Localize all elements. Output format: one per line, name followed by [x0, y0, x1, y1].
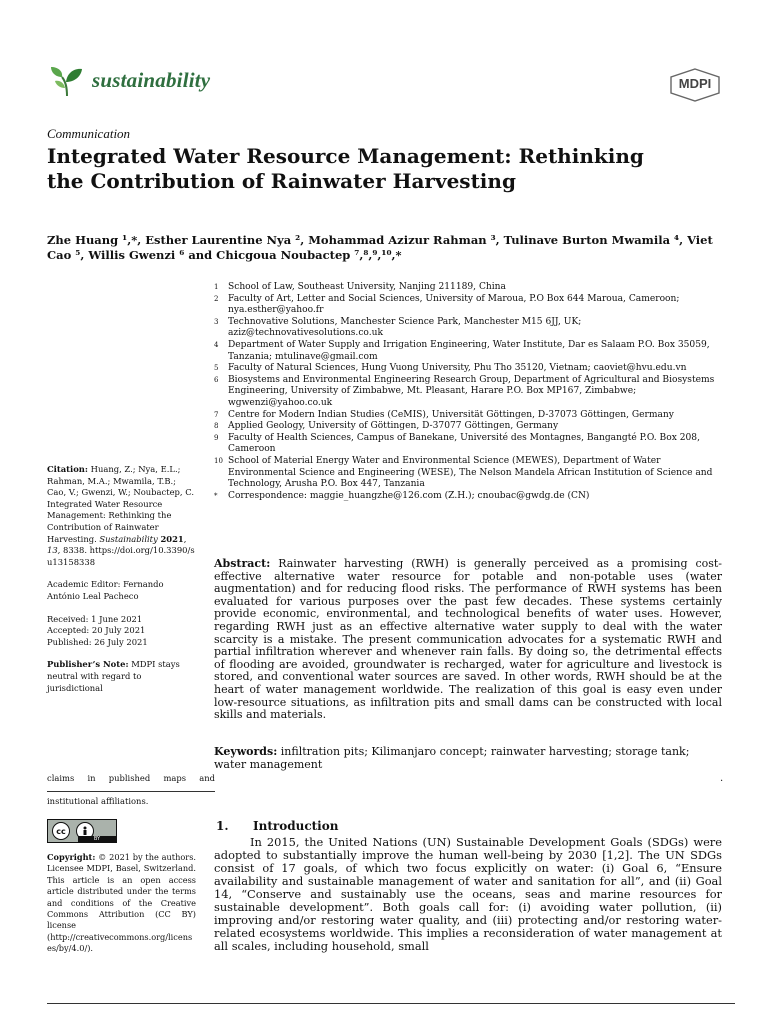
affiliation-text: Department of Water Supply and Irrigation Engineering, Water Institute, Dar es Salaam P.O. Box 35059, Tanzania; mtulinave@gmail.com [228, 339, 710, 362]
keywords [214, 745, 722, 771]
accepted-date: Accepted: 20 July 2021 [47, 625, 146, 636]
affiliation-number: 3 [214, 317, 219, 326]
cc-by-label: BY [78, 836, 116, 842]
citation-volume: 13, [47, 545, 61, 556]
creative-commons-icon: cc [52, 822, 70, 840]
affiliation-text: School of Law, Southeast University, Nanjing 211189, China [228, 282, 506, 292]
affiliation-item [214, 456, 724, 491]
affiliation-number: 9 [214, 433, 219, 442]
copyright-label: Copyright: [47, 852, 96, 862]
affiliation-item [214, 375, 724, 410]
citation-text: Huang, Z.; Nya, E.L.; Rahman, M.A.; Mwamila, T.B.; Cao, V.; Gwenzi, W.; Noubactep, C. Integrated Water Resource Management: Rethinking the Contribution of Rainwater Harvesting. [47, 464, 194, 544]
citation-journal: Sustainability [99, 533, 158, 544]
affiliation-number: 4 [214, 340, 219, 349]
affiliation-number: 5 [214, 364, 219, 373]
affiliation-item [214, 282, 724, 294]
section-number: 1. [216, 819, 229, 833]
affiliation-number: 8 [214, 422, 219, 431]
abstract-text: Rainwater harvesting (RWH) is generally perceived as a promising cost-effective alternative water resource for potable and non-potable uses (water augmentation) and for reducing flood risks. The performance of RWH systems has been evaluated for various purposes over the past few decades. These systems certainly provide economic, environmental, and technological benefits of water uses. However, regarding RWH just as an effective alternative water supply to deal with the water scarcity is a mistake. The present communication advocates for a systematic RWH and partial infiltration wherever and whenever rain falls. By doing so, the detrimental effects of flooding are avoided, groundwater is recharged, water for agriculture and livestock is stored, and conventional water sources are saved. In other words, RWH should be at the heart of water management worldwide. The realization of this goal is easy even under low-resource situations, as infiltration pits and small dams can be constructed with local skills and materials. [214, 557, 723, 722]
abstract [214, 558, 722, 722]
keywords-text: infiltration pits; Kilimanjaro concept; rainwater harvesting; storage tank; water management [214, 745, 690, 771]
copyright-notice [47, 852, 196, 955]
affiliation-item [214, 363, 724, 375]
affiliation-item [214, 410, 724, 422]
leaf-icon [47, 60, 87, 100]
article-sidebar [47, 464, 197, 705]
affiliation-item [214, 340, 724, 363]
affiliation-number: * [214, 491, 218, 500]
affiliation-text: Faculty of Natural Sciences, Hung Vuong University, Phu Tho 35120, Vietnam; caoviet@hvu.edu.vn [228, 363, 687, 374]
article-type: Communication [47, 126, 131, 141]
citation: Citation: Huang, Z.; Nya, E.L.; Rahman, M.A.; Mwamila, T.B.; Cao, V.; Gwenzi, W.; Noubactep, C. Integrated Water Resource Management: Rethinking the Contribution of Rainwater Harvesting. Sustainability 2021, 13, 8338. https://doi.org/10.3390/su13158338 [47, 464, 195, 567]
academic-editor: Academic Editor: Fernando António Leal Pacheco [47, 579, 164, 601]
affiliation-number: 7 [214, 410, 219, 419]
copyright-text: © 2021 by the authors. Licensee MDPI, Basel, Switzerland. This article is an open access article distributed under the terms and conditions of the Creative Commons Attribution (CC BY) license (http://creativecommons.org/licenses/by/4.0/). [47, 852, 196, 954]
affiliation-item [214, 491, 724, 503]
abstract-label: Abstract: [214, 557, 271, 570]
published-date: Published: 26 July 2021 [47, 636, 148, 647]
keywords-label: Keywords: [214, 745, 278, 758]
sidebar-divider [47, 791, 215, 792]
affiliation-text: Correspondence: maggie_huangzhe@126.com (Z.H.); cnoubac@gwdg.de (CN) [228, 490, 590, 501]
publisher-note-text: MDPI stays neutral with regard to jurisdictional [47, 659, 180, 693]
received-date: Received: 1 June 2021 [47, 613, 143, 624]
publisher-note-label: Publisher’s Note: [47, 659, 129, 670]
affiliation-number: 6 [214, 375, 219, 384]
affiliation-item [214, 317, 724, 340]
affiliation-number: 10 [214, 456, 223, 465]
publisher-note-institutional: institutional affiliations. [47, 796, 149, 806]
affiliation-text: School of Material Energy Water and Environmental Science (MEWES), Department of Water Environmental Science and Engineering (WESE), The Nelson Mandela African Institution of Science and Technology, Arusha P.O. Box 447, Tanzania [228, 455, 713, 490]
section-heading [216, 819, 338, 833]
affiliation-number: 1 [214, 283, 219, 291]
publisher-note [47, 659, 197, 694]
publisher-logo [667, 68, 723, 102]
affiliation-item [214, 433, 724, 456]
journal-logo [47, 60, 210, 100]
affiliation-text: Centre for Modern Indian Studies (CeMIS), Universität Göttingen, D-37073 Göttingen, Germany [228, 409, 674, 420]
affiliation-item [214, 421, 724, 433]
citation-label: Citation: [47, 464, 88, 474]
keywords-end-mark: . [720, 773, 724, 784]
affiliations-list [214, 282, 724, 502]
affiliation-text: Faculty of Health Sciences, Campus of Banekane, Université des Montagnes, Bangangté P.O. Box 208, Cameroon [228, 432, 700, 455]
introduction-paragraph: In 2015, the United Nations (UN) Sustainable Development Goals (SDGs) were adopted to substantially improve the human well-being by 2030 [1,2]. The UN SDGs consist of 17 goals, of which two focus explicitly on water: (i) Goal 6, “Ensure availability and sustainable management of water and sanitation for all”, and (ii) Goal 14, “Conserve and sustainably use the oceans, seas and marine resources for sustainable development”. Both goals call for: (i) avoiding water pollution, (ii) improving and/or restoring water quality, and (iii) protecting and/or restoring water-related ecosystems worldwide. This implies a reconsideration of water management at all scales, including household, small [214, 835, 722, 953]
affiliation-text: Faculty of Art, Letter and Social Sciences, University of Maroua, P.O Box 644 Maroua, Cameroon; nya.esther@yahoo.fr [228, 293, 680, 316]
affiliation-item [214, 294, 724, 317]
publisher-name: MDPI [678, 76, 712, 91]
affiliation-text: Technovative Solutions, Manchester Science Park, Manchester M15 6JJ, UK; aziz@technovativesolutions.co.uk [228, 316, 582, 339]
author-list: Zhe Huang ¹,*, Esther Laurentine Nya ², Mohammad Azizur Rahman ³, Tulinave Burton Mwamila ⁴, Viet Cao ⁵, Willis Gwenzi ⁶ and Chicgoua Noubactep ⁷,⁸,⁹,¹⁰,* [47, 233, 713, 262]
affiliation-text: Applied Geology, University of Göttingen, D-37077 Göttingen, Germany [228, 421, 559, 432]
journal-name: sustainability [92, 67, 211, 92]
affiliation-text: Biosystems and Environmental Engineering Research Group, Department of Agricultural and Biosystems Engineering, University of Zimbabwe, Mt. Pleasant, Harare P.O. Box MP167, Zimbabwe; wgwenzi@yahoo.co.uk [228, 374, 715, 408]
publisher-note-claims: claims in published maps and [47, 773, 215, 783]
footer-divider [47, 1003, 735, 1004]
cc-by-license-badge[interactable] [47, 819, 117, 843]
section-title: Introduction [253, 819, 339, 833]
affiliation-number: 2 [214, 294, 219, 303]
citation-doi[interactable]: 8338. https://doi.org/10.3390/su13158338 [47, 545, 195, 567]
citation-year: 2021 [160, 533, 184, 544]
article-title: Integrated Water Resource Management: Rethinking the Contribution of Rainwater Harvesting [47, 144, 644, 193]
